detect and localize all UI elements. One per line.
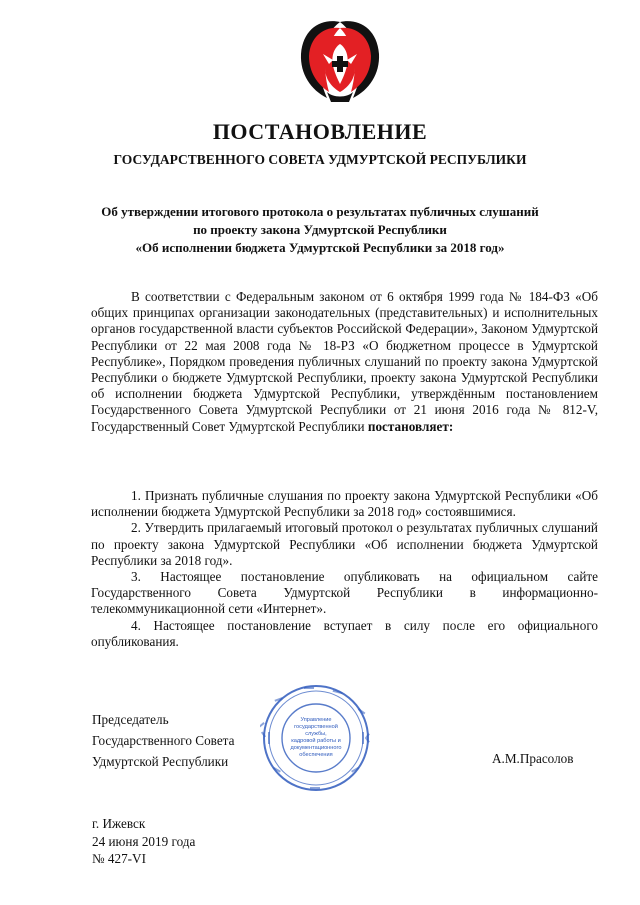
position-line: Государственного Совета xyxy=(92,733,235,748)
footer-date: 24 июня 2019 года xyxy=(92,833,196,849)
resolution-item: 4. Настоящее постановление вступает в силу после его официального опубликования. xyxy=(91,617,598,649)
preamble-text: В соответствии с Федеральным законом от 6 октября 1999 года № 184-ФЗ «Об общих принципах организации законодательных (представительных) и исполнительных органов государственной власти субъектов Российской Федерации», Законом Удмуртской Республики от 22 мая 2008 года № 18-РЗ «О бюджетном процессе в Удмуртской Республике», Порядком проведения публичных слушаний по проекту закона Удмуртской Республики о бюджете Удмуртской Республики, проекту закона Удмуртской Республики об исполнении бюджета Удмуртской Республики, утверждённым постановлением Государственного Совета Удмуртской Республики от 21 июня 2016 года № 812-V, Государственный Совет Удмуртской Республики xyxy=(91,289,598,434)
heading-line: Об утверждении итогового протокола о результатах публичных слушаний xyxy=(101,204,539,219)
stamp-text-line: документационного xyxy=(290,745,342,751)
signatory-name: А.М.Прасолов xyxy=(492,751,574,766)
document-title: ПОСТАНОВЛЕНИЕ xyxy=(212,119,428,144)
heading-line: «Об исполнении бюджета Удмуртской Республики за 2018 год» xyxy=(135,240,505,255)
stamp-text-line: службы, xyxy=(305,731,327,737)
document-footer xyxy=(92,815,195,868)
heading-line: по проекту закона Удмуртской Республики xyxy=(193,222,447,237)
stamp-text-line: кадровой работы и xyxy=(291,738,341,744)
resolves-word: постановляет: xyxy=(367,418,454,434)
stamp-text-line: обеспечения xyxy=(299,752,333,758)
resolution-heading xyxy=(0,203,640,257)
preamble-paragraph xyxy=(91,289,598,435)
official-stamp-icon xyxy=(260,682,372,794)
resolution-items xyxy=(91,488,598,650)
footer-number: № 427-VI xyxy=(92,851,146,866)
resolution-item: 2. Утвердить прилагаемый итоговый протокол о результатах публичных слушаний по проекту закона Удмуртской Республики «Об исполнении бюджета Удмуртской Республики за 2018 год». xyxy=(91,520,598,568)
position-line: Удмуртской Республики xyxy=(92,754,229,769)
footer-city: г. Ижевск xyxy=(92,816,146,831)
stamp-text-line: Управление xyxy=(300,717,332,723)
stamp-text-line: государственной xyxy=(294,724,338,730)
position-line: Председатель xyxy=(92,712,169,727)
document-subtitle: ГОСУДАРСТВЕННОГО СОВЕТА УДМУРТСКОЙ РЕСПУБЛИКИ xyxy=(113,152,527,167)
udmurtia-coat-of-arms-icon xyxy=(297,14,383,104)
resolution-item: 3. Настоящее постановление опубликовать на официальном сайте Государственного Совета Удмуртской Республики в информационно-телекоммуникационной сети «Интернет». xyxy=(91,569,598,617)
signatory-position xyxy=(92,709,234,772)
resolution-item: 1. Признать публичные слушания по проекту закона Удмуртской Республики «Об исполнении бюджета Удмуртской Республики за 2018 год» состоявшимися. xyxy=(91,488,598,520)
